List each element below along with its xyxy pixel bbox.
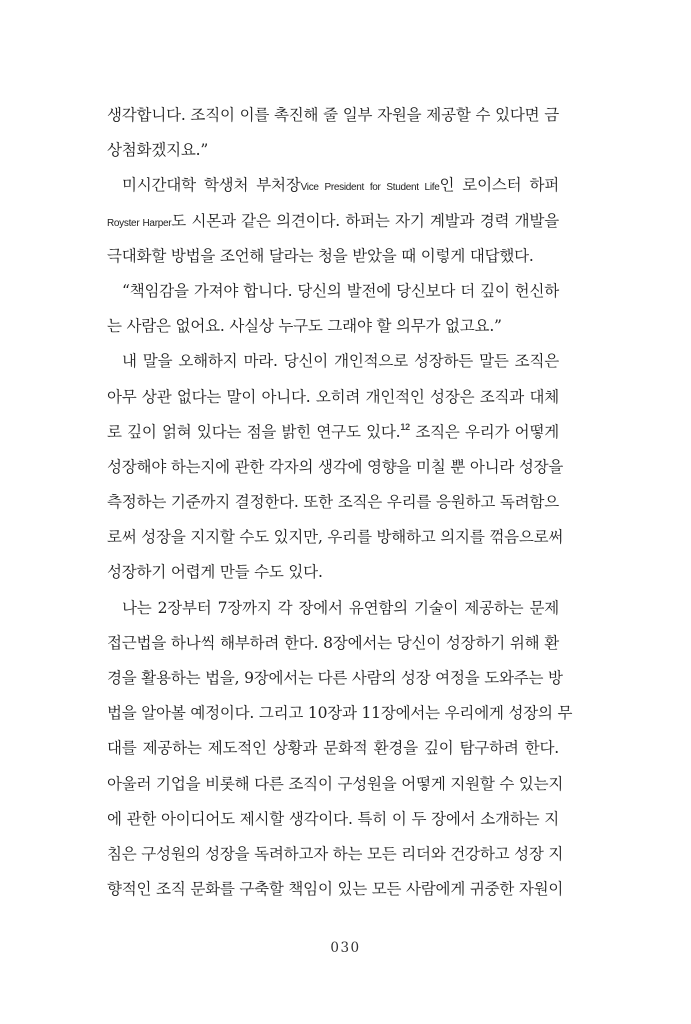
text-line: 는 사람은 없어요. 사실상 누구도 그래야 할 의무가 없고요.”	[107, 317, 502, 336]
text-line: 내 말을 오해하지 마라. 당신이 개인적으로 성장하든 말든 조직은	[122, 352, 559, 371]
text-line	[107, 168, 559, 203]
text-line: “책임감을 가져야 합니다. 당신의 발전에 당신보다 더 깊이 헌신하	[122, 281, 559, 300]
english-gloss: Royster Harper	[107, 217, 172, 229]
text-line: 법을 알아볼 예정이다. 그리고 10장과 11장에서는 우리에게 성장의 무	[107, 704, 573, 723]
page-number: 030	[330, 940, 361, 956]
text-line: 상첨화겠지요.”	[107, 141, 209, 160]
paragraph	[107, 98, 559, 168]
text-line: 아울러 기업을 비롯해 다른 조직이 구성원을 어떻게 지원할 수 있는지	[107, 774, 564, 793]
text-segment: 미시간대학 학생처 부처장	[122, 176, 301, 195]
paragraph	[107, 168, 559, 274]
text-line: 대를 제공하는 제도적인 상황과 문화적 환경을 깊이 탐구하려 한다.	[107, 739, 559, 758]
text-segment: 조직은 우리가 어떻게	[409, 422, 560, 441]
text-line: 극대화할 방법을 조언해 달라는 청을 받았을 때 이렇게 대답했다.	[107, 246, 534, 265]
body-text	[107, 98, 573, 907]
paragraph	[107, 274, 559, 344]
text-line: 침은 구성원의 성장을 독려하고자 하는 모든 리더와 건강하고 성장 지	[107, 844, 564, 863]
english-gloss: Vice President for Student Life	[300, 182, 440, 194]
text-segment: 인 로이스터 하퍼	[439, 176, 559, 195]
text-segment: 도 시몬과 같은 의견이다. 하퍼는 자기 계발과 경력 개발을	[171, 211, 559, 230]
text-line: 생각합니다. 조직이 이를 촉진해 줄 일부 자원을 제공할 수 있다면 금	[107, 106, 559, 124]
text-line: 로써 성장을 지지할 수도 있지만, 우리를 방해하고 의지를 꺾음으로써	[107, 528, 564, 547]
paragraph	[107, 344, 564, 590]
text-line: 향적인 조직 문화를 구축할 책임이 있는 모든 사람에게 귀중한 자원이	[107, 880, 564, 899]
text-line: 에 관한 아이디어도 제시할 생각이다. 특히 이 두 장에서 소개하는 지	[107, 809, 559, 828]
text-line: 아무 상관 없다는 말이 아니다. 오히려 개인적인 성장은 조직과 대체	[107, 387, 559, 406]
text-line	[107, 204, 559, 239]
text-line: 경을 활용하는 법을, 9장에서는 다른 사람의 성장 여정을 도와주는 방	[107, 669, 563, 687]
text-line	[107, 415, 559, 450]
footnote-reference: 12	[400, 421, 410, 432]
text-line: 나는 2장부터 7장까지 각 장에서 유연함의 기술이 제공하는 문제	[122, 598, 559, 617]
text-line: 접근법을 하나씩 해부하려 한다. 8장에서는 당신이 성장하기 위해 환	[107, 633, 559, 652]
text-line: 성장하기 어렵게 만들 수도 있다.	[107, 563, 323, 582]
text-segment: 로 깊이 얽혀 있다는 점을 밝힌 연구도 있다.	[107, 422, 401, 441]
paragraph	[107, 591, 573, 908]
text-line: 성장해야 하는지에 관한 각자의 생각에 영향을 미칠 뿐 아니라 성장을	[107, 457, 564, 476]
text-line: 측정하는 기준까지 결정한다. 또한 조직은 우리를 응원하고 독려함으	[107, 493, 559, 512]
